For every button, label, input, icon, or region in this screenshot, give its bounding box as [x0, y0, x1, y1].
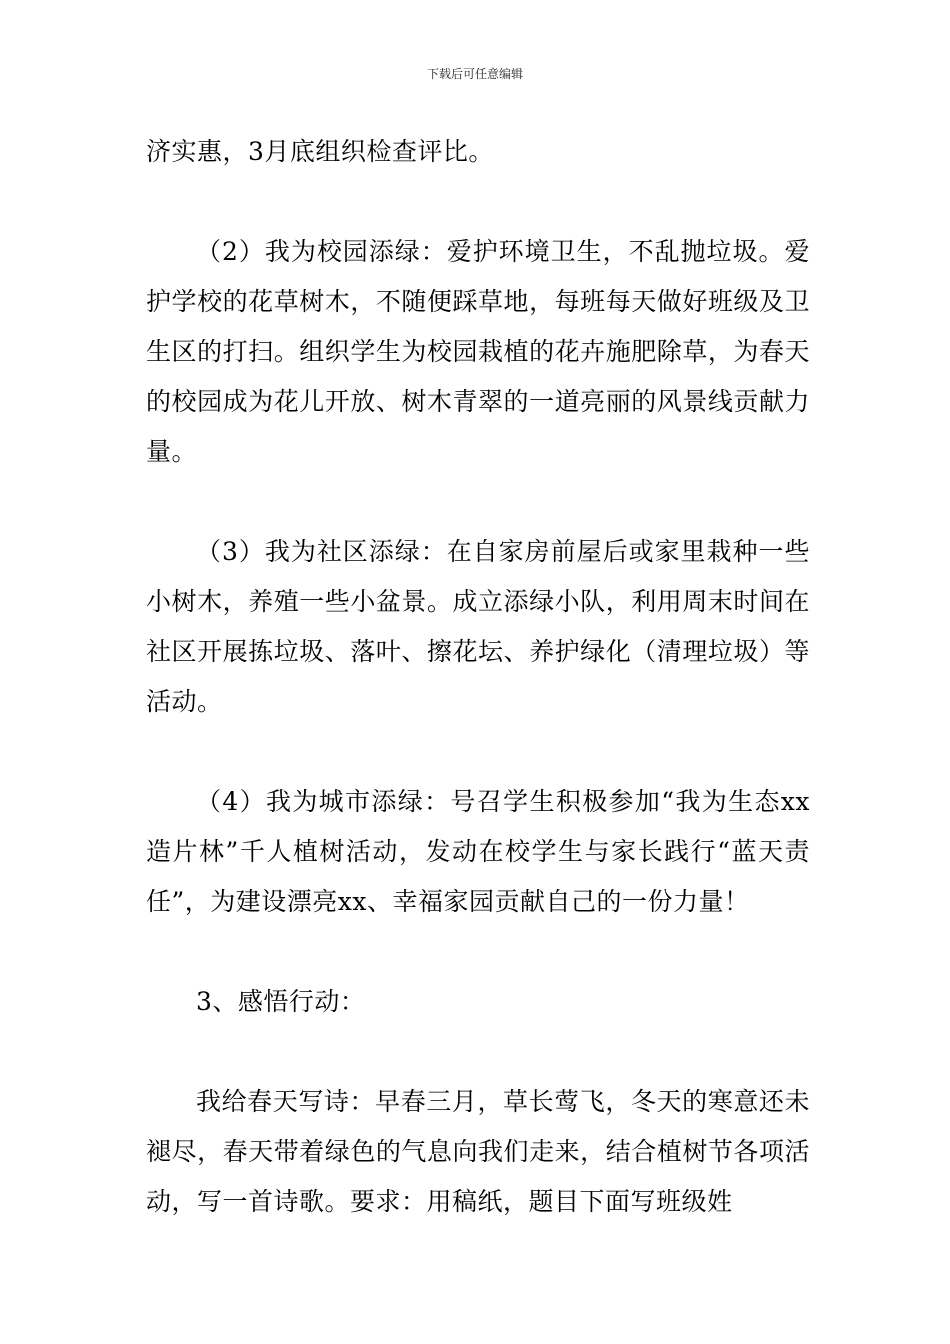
paragraph-spring-poem: 我给春天写诗：早春三月，草长莺飞，冬天的寒意还未褪尽，春天带着绿色的气息向我们走来，结合植树节各项活动，写一首诗歌。要求：用稿纸，题目下面写班级姓 — [146, 1087, 810, 1216]
page-header-note: 下载后可任意编辑 — [426, 67, 523, 81]
section-heading-reflection: 3、感悟行动： — [196, 987, 366, 1016]
paragraph-community-greening: （3）我为社区添绿：在自家房前屋后或家里栽种一些小树木，养殖一些小盆景。成立添绿小队，利用周末时间在社区开展拣垃圾、落叶、擦花坛、养护绿化（清理垃圾）等活动。 — [146, 537, 810, 716]
document-body — [146, 127, 810, 1277]
paragraph-campus-greening: （2）我为校园添绿：爱护环境卫生，不乱抛垃圾。爱护学校的花草树木，不随便踩草地，每班每天做好班级及卫生区的打扫。组织学生为校园栽植的花卉施肥除草，为春天的校园成为花儿开放、树木青翠的一道亮丽的风景线贡献力量。 — [146, 237, 810, 466]
paragraph-continuation: 济实惠，3月底组织检查评比。 — [146, 137, 494, 166]
paragraph-city-greening: （4）我为城市添绿：号召学生积极参加“我为生态xx造片林”千人植树活动，发动在校学生与家长践行“蓝天责任”，为建设漂亮xx、幸福家园贡献自己的一份力量！ — [146, 787, 810, 916]
